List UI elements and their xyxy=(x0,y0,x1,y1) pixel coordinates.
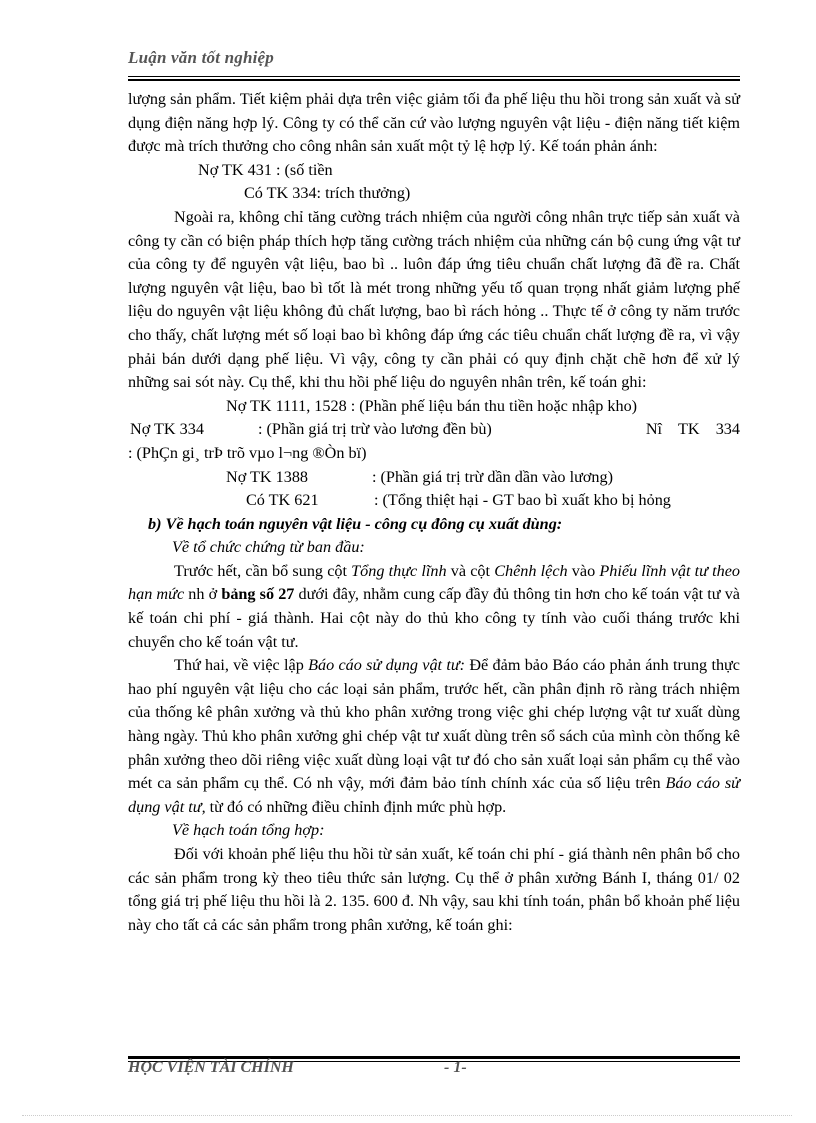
paragraph-4 xyxy=(128,654,740,819)
p3-text-2: và cột xyxy=(446,561,495,580)
footer-institution: HỌC VIỆN TÀI CHÍNH xyxy=(128,1059,294,1076)
entry-621-account: Có TK 621 xyxy=(246,491,319,510)
header-title: Luận văn tốt nghiệp xyxy=(128,48,274,67)
p4-text-1: Thứ hai, về việc lập xyxy=(174,656,309,675)
entry-334-legacy-account: Nî TK 334 xyxy=(645,420,740,439)
p3-text-3: vào xyxy=(567,561,600,580)
p3-text-5: dưới đây, nhằm cung cấp đầy đủ thông tin hơn cho kế toán vật tư và kế toán chi phí - giá thành. Hai cột này do thủ kho công ty tính vào cuối tháng trước khi chuyển cho kế toán vật tư. xyxy=(128,585,740,651)
paragraph-3 xyxy=(128,560,740,654)
entry-334-desc: : (Phần giá trị trừ vào lương đền bù) xyxy=(258,420,492,439)
p3-form-name: Phiếu lĩnh vật tư theo hạn mức xyxy=(128,561,740,604)
page-number: - 1- xyxy=(444,1059,467,1076)
section-b-title: b) Về hạch toán nguyên vật liệu - công cụ đông cụ xuất dùng: xyxy=(148,514,563,533)
paragraph-1: lượng sản phẩm. Tiết kiệm phải dựa trên việc giảm tối đa phế liệu thu hồi trong sản xuất và sử dụng điện năng hợp lý. Công ty có thể căn cứ vào lượng nguyên vật liệu - điện năng tiết kiệm được mà trích thưởng cho công nhân sản xuất một tỷ lệ hợp lý. Kế toán phản ánh: xyxy=(128,90,740,156)
p4-text-3: từ đó có những điều chỉnh định mức phù hợp. xyxy=(205,797,507,816)
p4-text-2: Để đảm bảo Báo cáo phản ánh trung thực hao phí nguyên vật liệu cho các loại sản phẩm, trước hết, cần phân định rõ ràng trách nhiệm của thống kê phân xưởng và thủ kho phân xưởng trong việc ghi chép lượng vật tư xuất dùng hàng ngày. Thủ kho phân xưởng ghi chép vật tư xuất dùng trên sổ sách của mình còn thống kê phân xưởng theo dõi riêng việc xuất dùng loại vật tư đó cho sản xuất loại sản phẩm cụ thể vào mét ca sản phẩm cụ thể. Có nh vậy, mới đảm bảo tính chính xác của số liệu trên xyxy=(128,656,740,793)
paragraph-5: Đối với khoản phế liệu thu hồi từ sản xuất, kế toán chi phí - giá thành nên phân bổ cho các sản phẩm trong kỳ theo tiêu thức sản lượng. Cụ thể ở phân xưởng Bánh I, tháng 01/ 02 tổng giá trị phế liệu thu hồi là 2. 135. 600 đ. Nh vậy, sau khi tính toán, phân bổ khoản phế liệu này cho tất cả các sản phẩm trong phân xưởng, kế toán ghi: xyxy=(128,845,740,934)
journal-entry-debit-1388 xyxy=(128,466,740,490)
journal-entry-credit-621 xyxy=(128,489,740,513)
p4-report-name-2: Báo cáo sử dụng vật tư, xyxy=(128,774,741,816)
entry-1388-desc: : (Phần giá trị trừ dần dần vào lương) xyxy=(372,467,613,486)
journal-entry-debit-334 xyxy=(130,418,740,442)
p3-text-4: nh ở xyxy=(184,585,222,604)
header-rule-thick xyxy=(128,79,740,81)
page-footer xyxy=(128,1056,740,1080)
journal-entry-debit-1111-1528: Nợ TK 1111, 1528 : (Phần phế liệu bán thu tiền hoặc nhập kho) xyxy=(226,396,638,415)
entry-621-desc: : (Tổng thiệt hại - GT bao bì xuất kho bị hỏng xyxy=(374,491,671,510)
document-body xyxy=(128,88,740,937)
page-bottom-dotted-line xyxy=(22,1115,792,1116)
subsection-general-accounting: Về hạch toán tổng hợp: xyxy=(172,821,325,840)
p3-column-diff: Chênh lệch xyxy=(494,561,568,580)
entry-1388-account: Nợ TK 1388 xyxy=(226,467,309,486)
subsection-initial-documents: Về tổ chức chứng từ ban đầu: xyxy=(172,538,365,557)
header-rule xyxy=(128,76,740,77)
page-header xyxy=(128,48,740,68)
journal-entry-legacy-encoding: : (PhÇn gi¸ trÞ trõ vµo l¬ng ®Òn bï) xyxy=(128,443,367,462)
p4-report-name: Báo cáo sử dụng vật tư: xyxy=(308,656,466,675)
p3-text-1: Trước hết, cần bổ sung cột xyxy=(174,561,352,580)
p3-column-total: Tổng thực lĩnh xyxy=(351,561,447,580)
entry-334-account: Nợ TK 334 : (Phần giá trị trừ vào lương đền bù) xyxy=(130,420,492,439)
journal-entry-debit-431: Nợ TK 431 : (số tiền xyxy=(198,160,333,179)
paragraph-2: Ngoài ra, không chỉ tăng cường trách nhiệm của người công nhân trực tiếp sản xuất và công ty cần có biện pháp thích hợp tăng cường trách nhiệm của những cán bộ cung ứng vật tư của công ty để nguyên vật liệu, bao bì .. luôn đáp ứng tiêu chuẩn chất lượng đã đề ra. Chất lượng nguyên vật liệu, bao bì tốt là mét trong những yếu tố quan trọng nhất giảm lượng phế liệu do nguyên vật liệu không đủ chất lượng, bao bì rách hỏng .. Thực tế ở công ty năm trước cho thấy, chất lượng mét số loại bao bì không đáp ứng các tiêu chuẩn chất lượng đề ra, vì vậy phải bán dưới dạng phế liệu. Vì vậy, công ty cần phải có quy định chặt chẽ hơn để xử lý những sai sót này. Cụ thể, khi thu hồi phế liệu do nguyên nhân trên, kế toán ghi: xyxy=(128,207,740,392)
journal-entry-credit-334: Có TK 334: trích thưởng) xyxy=(244,184,411,203)
p3-table-ref: bảng số 27 xyxy=(221,585,295,604)
